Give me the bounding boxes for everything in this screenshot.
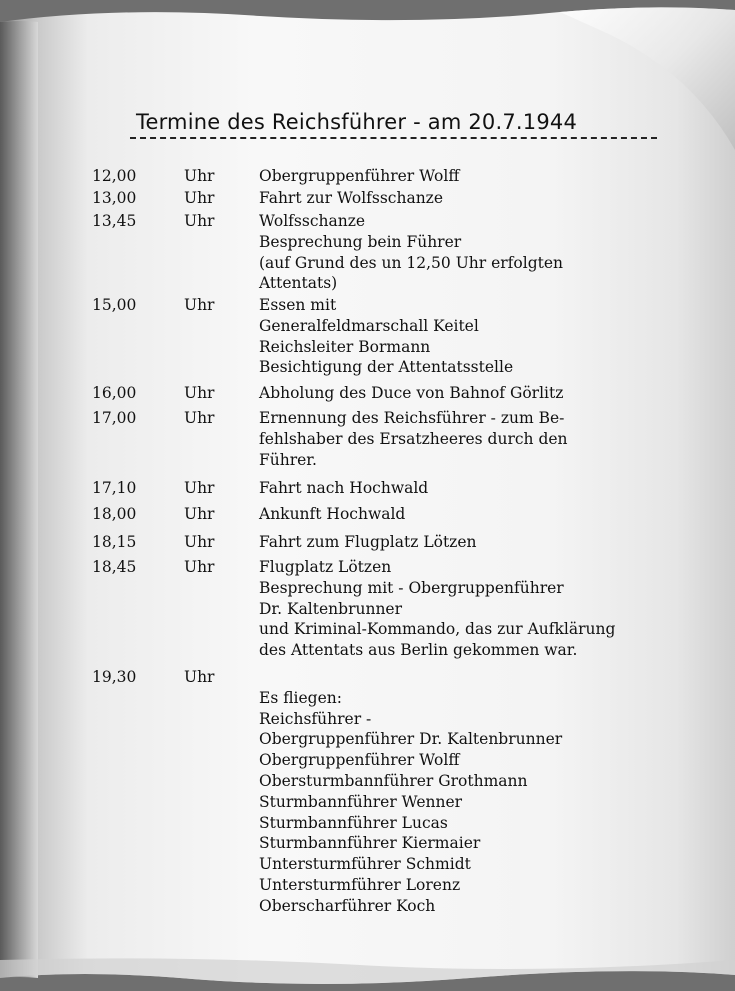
entry-unit: Uhr	[184, 167, 215, 185]
entry-line: Oberscharführer Koch	[259, 896, 436, 915]
entry-description	[259, 504, 729, 525]
entry-time: 18,00	[92, 505, 137, 523]
entry-description	[259, 478, 729, 499]
entry-line: Ankunft Hochwald	[259, 505, 406, 523]
entry-unit: Uhr	[184, 533, 215, 551]
entry-line: Essen mit	[259, 296, 337, 314]
entry-line: des Attentats aus Berlin gekommen war.	[259, 641, 578, 660]
title-dashed-underline	[130, 137, 657, 139]
entry-line: Untersturmführer Schmidt	[259, 855, 471, 874]
entry-line	[259, 667, 729, 688]
entry-unit: Uhr	[184, 668, 215, 686]
entry-line: Wolfsschanze	[259, 212, 366, 230]
entry-unit: Uhr	[184, 212, 215, 230]
entry-time: 13,00	[92, 189, 137, 207]
entry-unit: Uhr	[184, 558, 215, 576]
entry-time: 16,00	[92, 384, 137, 402]
entry-line: Attentats)	[259, 274, 338, 293]
entry-line: Führer.	[259, 450, 317, 469]
entry-unit: Uhr	[184, 189, 215, 207]
entry-description	[259, 532, 729, 553]
entry-line: Sturmbannführer Kiermaier	[259, 834, 481, 853]
document-title: Termine des Reichsführer - am 20.7.1944	[136, 110, 578, 134]
entry-line: Obergruppenführer Wolff	[259, 751, 460, 770]
entry-description	[259, 408, 729, 470]
entry-line: Reichsführer -	[259, 709, 372, 728]
entry-line: Abholung des Duce von Bahnof Görlitz	[259, 384, 564, 402]
entry-description	[259, 295, 729, 378]
entry-time: 17,00	[92, 409, 137, 427]
entry-line: Besprechung mit - Obergruppenführer	[259, 578, 564, 597]
entry-line: Untersturmführer Lorenz	[259, 875, 461, 894]
entry-line: Sturmbannführer Wenner	[259, 792, 463, 811]
entry-description	[259, 557, 729, 661]
entry-unit: Uhr	[184, 479, 215, 497]
entry-time: 17,10	[92, 479, 137, 497]
entry-line: Sturmbannführer Lucas	[259, 813, 448, 832]
entry-time: 19,30	[92, 668, 137, 686]
entry-unit: Uhr	[184, 384, 215, 402]
entry-line: fehlshaber des Ersatzheeres durch den	[259, 429, 568, 448]
entry-line: Fahrt zum Flugplatz Lötzen	[259, 533, 477, 551]
entry-description	[259, 383, 729, 404]
entry-time: 18,15	[92, 533, 137, 551]
entry-line: Ernennung des Reichsführer - zum Be-	[259, 409, 565, 427]
entry-line: Obergruppenführer Dr. Kaltenbrunner	[259, 730, 563, 749]
entry-line: Obersturmbannführer Grothmann	[259, 771, 528, 790]
entry-time: 13,45	[92, 212, 137, 230]
entry-time: 18,45	[92, 558, 137, 576]
entry-time: 12,00	[92, 167, 137, 185]
entry-description	[259, 188, 729, 209]
entry-line: Obergruppenführer Wolff	[259, 167, 460, 185]
entry-unit: Uhr	[184, 505, 215, 523]
entry-line: Reichsleiter Bormann	[259, 337, 431, 356]
entry-unit: Uhr	[184, 409, 215, 427]
entry-line: Es fliegen:	[259, 688, 342, 707]
entry-description	[259, 667, 729, 917]
entry-line: Fahrt nach Hochwald	[259, 479, 429, 497]
entry-line: und Kriminal-Kommando, das zur Aufklärung	[259, 620, 616, 639]
entry-line: (auf Grund des un 12,50 Uhr erfolgten	[259, 253, 564, 272]
entry-description	[259, 166, 729, 187]
entry-line: Besichtigung der Attentatsstelle	[259, 358, 514, 377]
entry-line: Besprechung bein Führer	[259, 232, 462, 251]
entry-unit: Uhr	[184, 296, 215, 314]
entry-line: Fahrt zur Wolfsschanze	[259, 189, 444, 207]
entry-description	[259, 211, 729, 294]
entry-line: Dr. Kaltenbrunner	[259, 599, 403, 618]
entry-line: Flugplatz Lötzen	[259, 558, 392, 576]
entry-time: 15,00	[92, 296, 137, 314]
entry-line: Generalfeldmarschall Keitel	[259, 316, 479, 335]
